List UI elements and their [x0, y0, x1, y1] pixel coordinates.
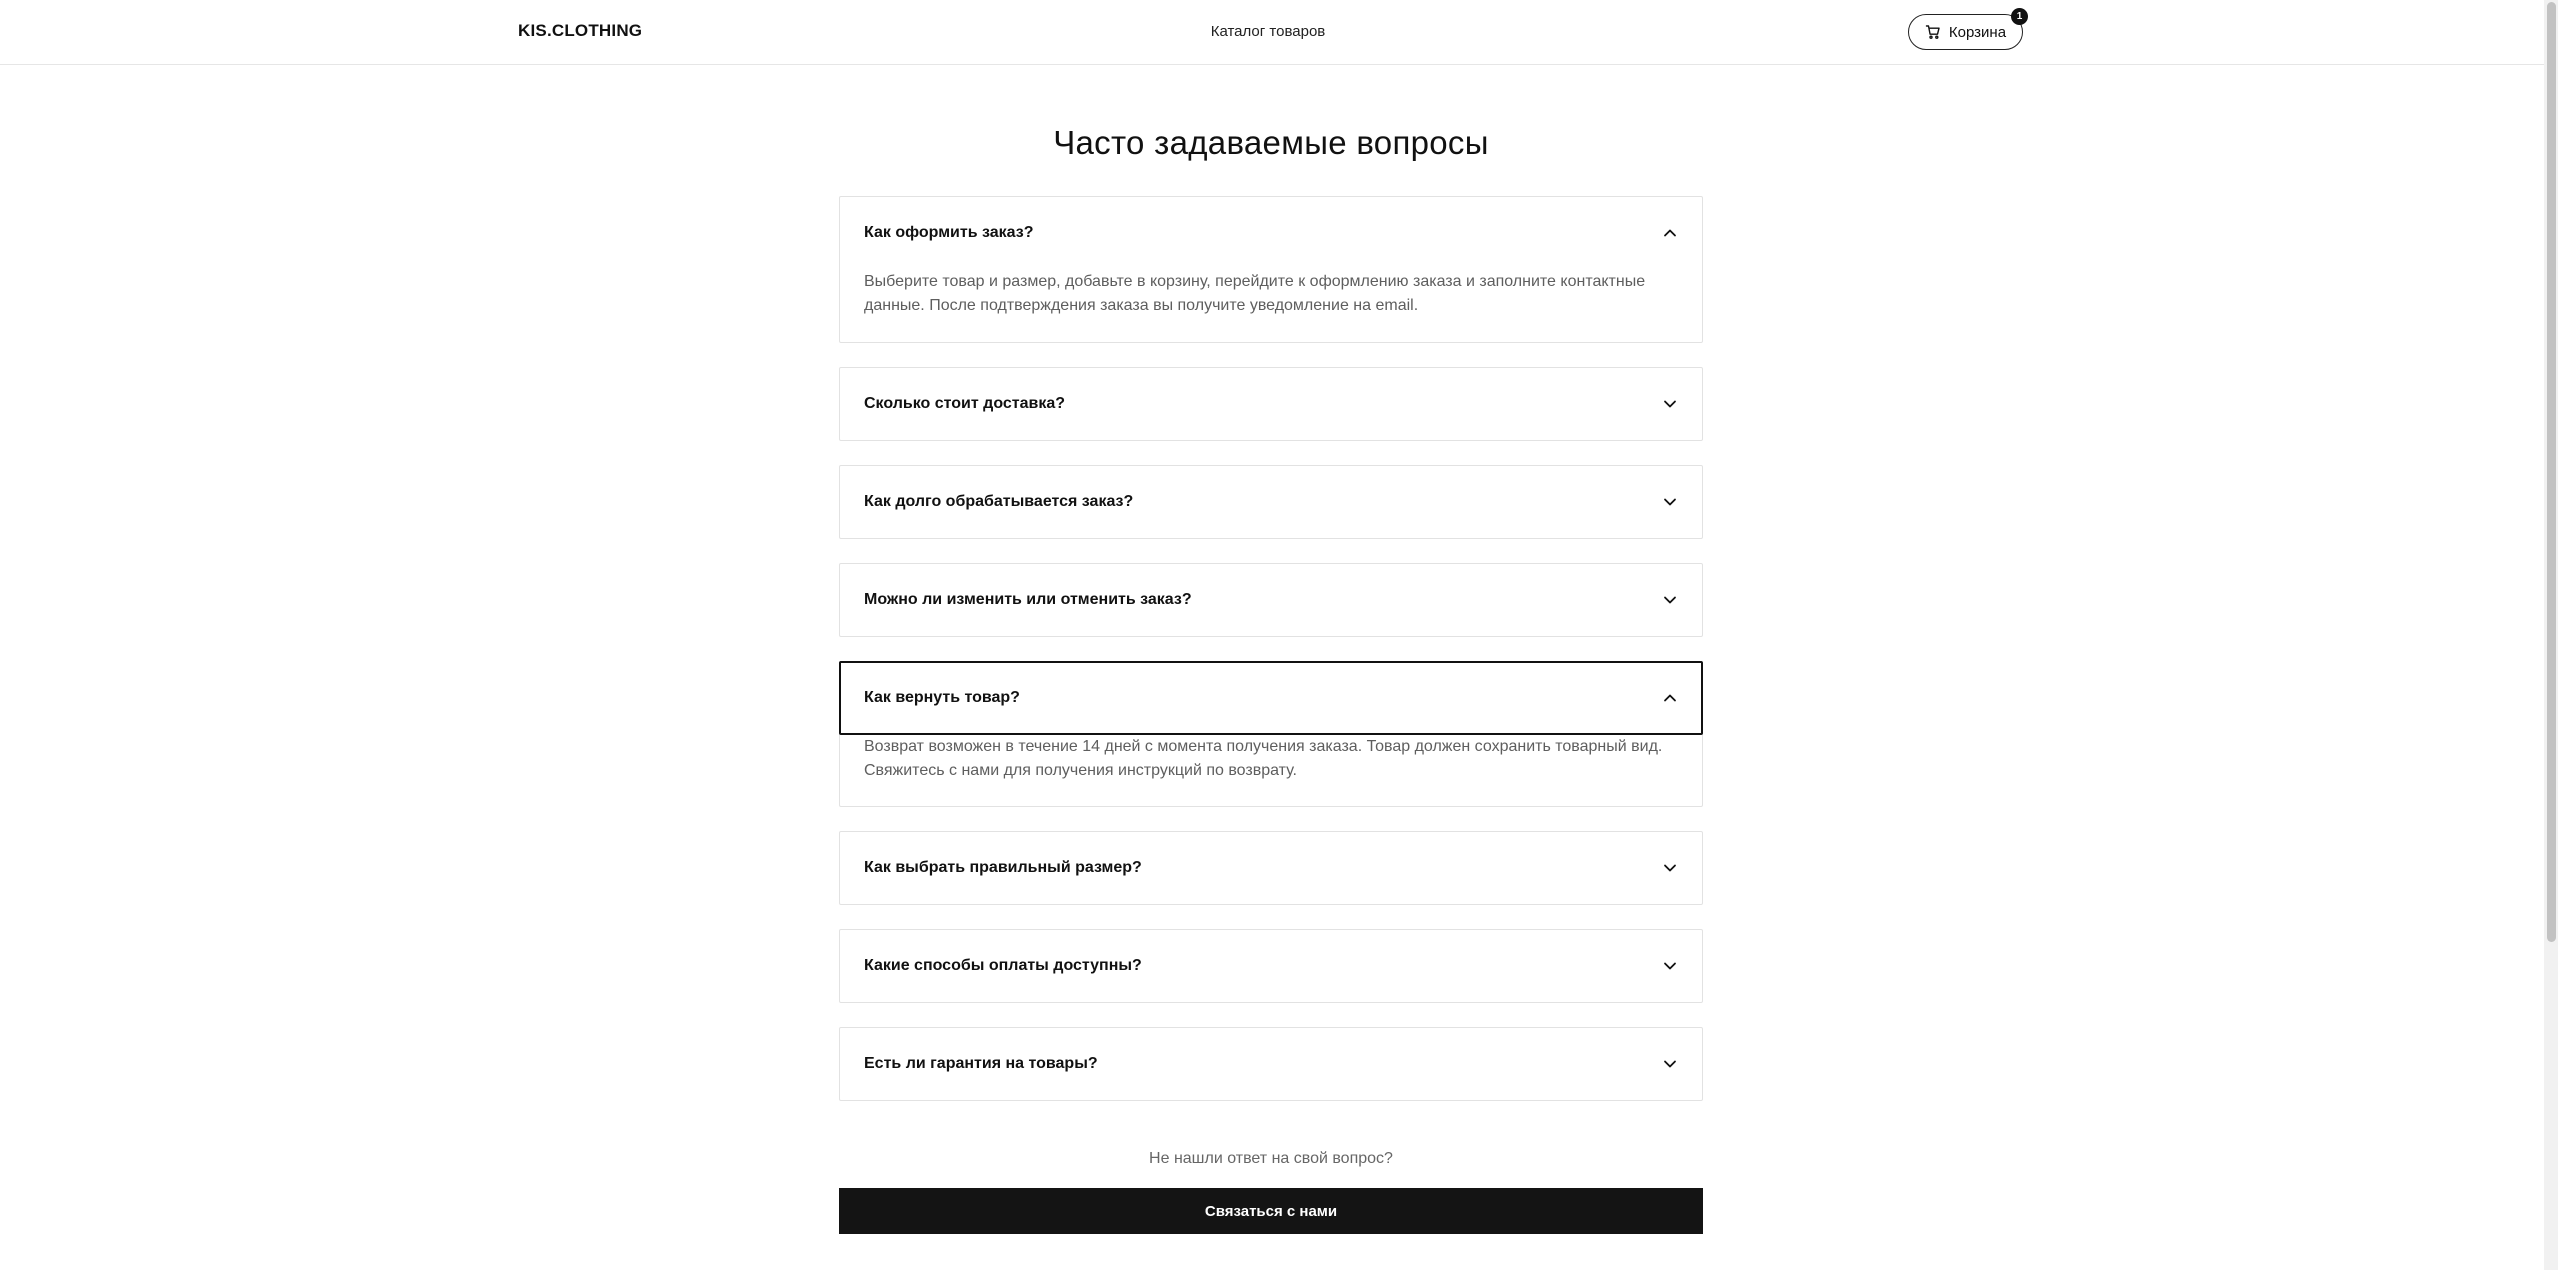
- site-header: [0, 0, 2544, 65]
- chevron-down-icon[interactable]: [1662, 494, 1678, 510]
- faq-question: Как долго обрабатывается заказ?: [864, 493, 1134, 510]
- faq-item: [839, 1027, 1703, 1101]
- scrollbar-thumb[interactable]: [2547, 2, 2556, 942]
- chevron-down-icon[interactable]: [1662, 958, 1678, 974]
- faq-question: Какие способы оплаты доступны?: [864, 957, 1142, 974]
- nav-catalog-link[interactable]: Каталог товаров: [1210, 23, 1326, 40]
- faq-item: [839, 465, 1703, 539]
- chevron-down-icon[interactable]: [1662, 1056, 1678, 1072]
- chevron-down-icon[interactable]: [1662, 860, 1678, 876]
- contact-us-button[interactable]: Связаться с нами: [839, 1188, 1703, 1234]
- faq-question: Как выбрать правильный размер?: [864, 859, 1142, 876]
- faq-item: [839, 367, 1703, 441]
- faq-question: Сколько стоит доставка?: [864, 395, 1066, 412]
- cart-count-badge: 1: [2011, 8, 2028, 25]
- not-found-text: Не нашли ответ на свой вопрос?: [1149, 1150, 1393, 1167]
- faq-answer: Возврат возможен в течение 14 дней с момента получения заказа. Товар должен сохранить товарный вид. Свяжитесь с нами для получения инструкций по возврату.: [864, 738, 1663, 779]
- faq-question: Как оформить заказ?: [864, 224, 1034, 241]
- faq-item: [839, 661, 1703, 807]
- cart-button[interactable]: [1908, 14, 2023, 50]
- faq-item: [839, 929, 1703, 1003]
- faq-question: Как вернуть товар?: [864, 689, 1020, 706]
- page-title: Часто задаваемые вопросы: [1053, 124, 1489, 161]
- chevron-up-icon[interactable]: [1662, 225, 1678, 241]
- faq-question: Есть ли гарантия на товары?: [864, 1055, 1098, 1072]
- faq-answer: Выберите товар и размер, добавьте в корзину, перейдите к оформлению заказа и заполните контактные данные. После подтверждения заказа вы получите уведомление на email.: [864, 273, 1646, 314]
- chevron-up-icon[interactable]: [1662, 690, 1678, 706]
- faq-item: [839, 563, 1703, 637]
- faq-question: Можно ли изменить или отменить заказ?: [864, 591, 1192, 608]
- cart-label: Корзина: [1948, 23, 2007, 41]
- faq-item: [839, 196, 1703, 343]
- cart-icon: [1925, 24, 1941, 40]
- faq-item: [839, 831, 1703, 905]
- chevron-down-icon[interactable]: [1662, 592, 1678, 608]
- chevron-down-icon[interactable]: [1662, 396, 1678, 412]
- logo[interactable]: KIS.CLOTHING: [518, 21, 643, 40]
